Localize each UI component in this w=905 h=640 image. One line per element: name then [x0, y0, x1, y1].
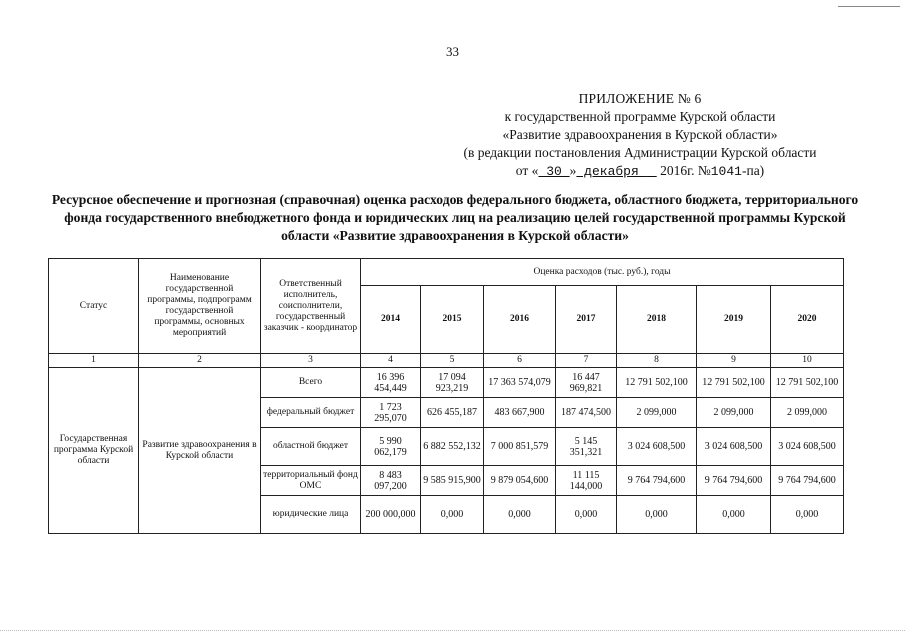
header-year: 2016 — [484, 286, 556, 354]
date-number: 1041 — [710, 164, 742, 179]
value-cell: 17 363 574,079 — [484, 368, 556, 398]
appendix-line-2: «Развитие здравоохранения в Курской области» — [502, 127, 778, 142]
header-year: 2020 — [771, 286, 844, 354]
column-number: 8 — [617, 354, 697, 368]
value-cell: 626 455,187 — [421, 398, 484, 428]
column-number: 7 — [556, 354, 617, 368]
value-cell: 1 723 295,070 — [361, 398, 421, 428]
date-mid: » — [569, 163, 577, 178]
value-cell: 0,000 — [421, 496, 484, 534]
value-cell: 9 585 915,900 — [421, 466, 484, 496]
value-cell: 187 474,500 — [556, 398, 617, 428]
value-cell: 17 094 923,219 — [421, 368, 484, 398]
funding-source-cell: юридические лица — [261, 496, 361, 534]
column-number: 2 — [139, 354, 261, 368]
header-name: Наименование государственной программы, подпрограмм государственной программы, основных мероприятий — [139, 259, 261, 354]
value-cell: 11 115 144,000 — [556, 466, 617, 496]
date-day: 30 — [538, 164, 570, 179]
date-year: 2016г. № — [656, 163, 711, 178]
value-cell: 2 099,000 — [617, 398, 697, 428]
value-cell: 9 764 794,600 — [697, 466, 771, 496]
budget-table — [48, 258, 844, 534]
value-cell: 5 145 351,321 — [556, 428, 617, 466]
value-cell: 7 000 851,579 — [484, 428, 556, 466]
value-cell: 0,000 — [556, 496, 617, 534]
funding-source-cell: федеральный бюджет — [261, 398, 361, 428]
program-name-cell: Развитие здравоохранения в Курской области — [139, 368, 261, 534]
header-year: 2015 — [421, 286, 484, 354]
value-cell: 2 099,000 — [771, 398, 844, 428]
value-cell: 2 099,000 — [697, 398, 771, 428]
funding-source-cell: Всего — [261, 368, 361, 398]
header-year: 2017 — [556, 286, 617, 354]
document-heading: Ресурсное обеспечение и прогнозная (справочная) оценка расходов федерального бюджета, областного бюджета, территориального фонда государственного внебюджетного фонда и юридических лиц на реализацию целей государственной программы Курской области «Развитие здравоохранения в Курской области» — [51, 192, 859, 243]
column-number: 10 — [771, 354, 844, 368]
date-month: декабря — [576, 164, 647, 179]
value-cell: 5 990 062,179 — [361, 428, 421, 466]
header-estimate: Оценка расходов (тыс. руб.), годы — [361, 259, 844, 286]
value-cell: 12 791 502,100 — [771, 368, 844, 398]
header-responsible: Ответственный исполнитель, соисполнители, государственный заказчик - координатор — [261, 259, 361, 354]
value-cell: 0,000 — [617, 496, 697, 534]
appendix-block — [420, 90, 860, 181]
appendix-date-line — [420, 162, 860, 181]
value-cell: 12 791 502,100 — [617, 368, 697, 398]
appendix-line-3: (в редакции постановления Администрации Курской области — [463, 145, 817, 160]
funding-source-cell: областной бюджет — [261, 428, 361, 466]
column-number: 5 — [421, 354, 484, 368]
value-cell: 9 764 794,600 — [771, 466, 844, 496]
top-edge-rule — [838, 6, 900, 7]
date-suffix: -па) — [741, 163, 765, 178]
column-number: 9 — [697, 354, 771, 368]
column-number: 6 — [484, 354, 556, 368]
value-cell: 0,000 — [697, 496, 771, 534]
value-cell: 8 483 097,200 — [361, 466, 421, 496]
header-year: 2018 — [617, 286, 697, 354]
funding-source-cell: территориальный фонд ОМС — [261, 466, 361, 496]
date-prefix: от « — [515, 163, 539, 178]
table-row — [49, 368, 844, 398]
value-cell: 12 791 502,100 — [697, 368, 771, 398]
value-cell: 483 667,900 — [484, 398, 556, 428]
value-cell: 0,000 — [484, 496, 556, 534]
value-cell: 3 024 608,500 — [697, 428, 771, 466]
value-cell: 9 879 054,600 — [484, 466, 556, 496]
column-number: 4 — [361, 354, 421, 368]
bottom-edge-dots — [0, 630, 905, 632]
page-number: 33 — [446, 44, 459, 59]
header-status: Статус — [49, 259, 139, 354]
column-number-row — [49, 354, 844, 368]
column-number: 3 — [261, 354, 361, 368]
value-cell: 3 024 608,500 — [617, 428, 697, 466]
appendix-line-1: к государственной программе Курской области — [504, 109, 776, 124]
value-cell: 6 882 552,132 — [421, 428, 484, 466]
value-cell: 16 396 454,449 — [361, 368, 421, 398]
appendix-title: ПРИЛОЖЕНИЕ № 6 — [578, 91, 702, 106]
value-cell: 0,000 — [771, 496, 844, 534]
column-number: 1 — [49, 354, 139, 368]
value-cell: 16 447 969,821 — [556, 368, 617, 398]
value-cell: 9 764 794,600 — [617, 466, 697, 496]
header-year: 2014 — [361, 286, 421, 354]
header-year: 2019 — [697, 286, 771, 354]
value-cell: 200 000,000 — [361, 496, 421, 534]
value-cell: 3 024 608,500 — [771, 428, 844, 466]
status-cell: Государственная программа Курской области — [49, 368, 139, 534]
